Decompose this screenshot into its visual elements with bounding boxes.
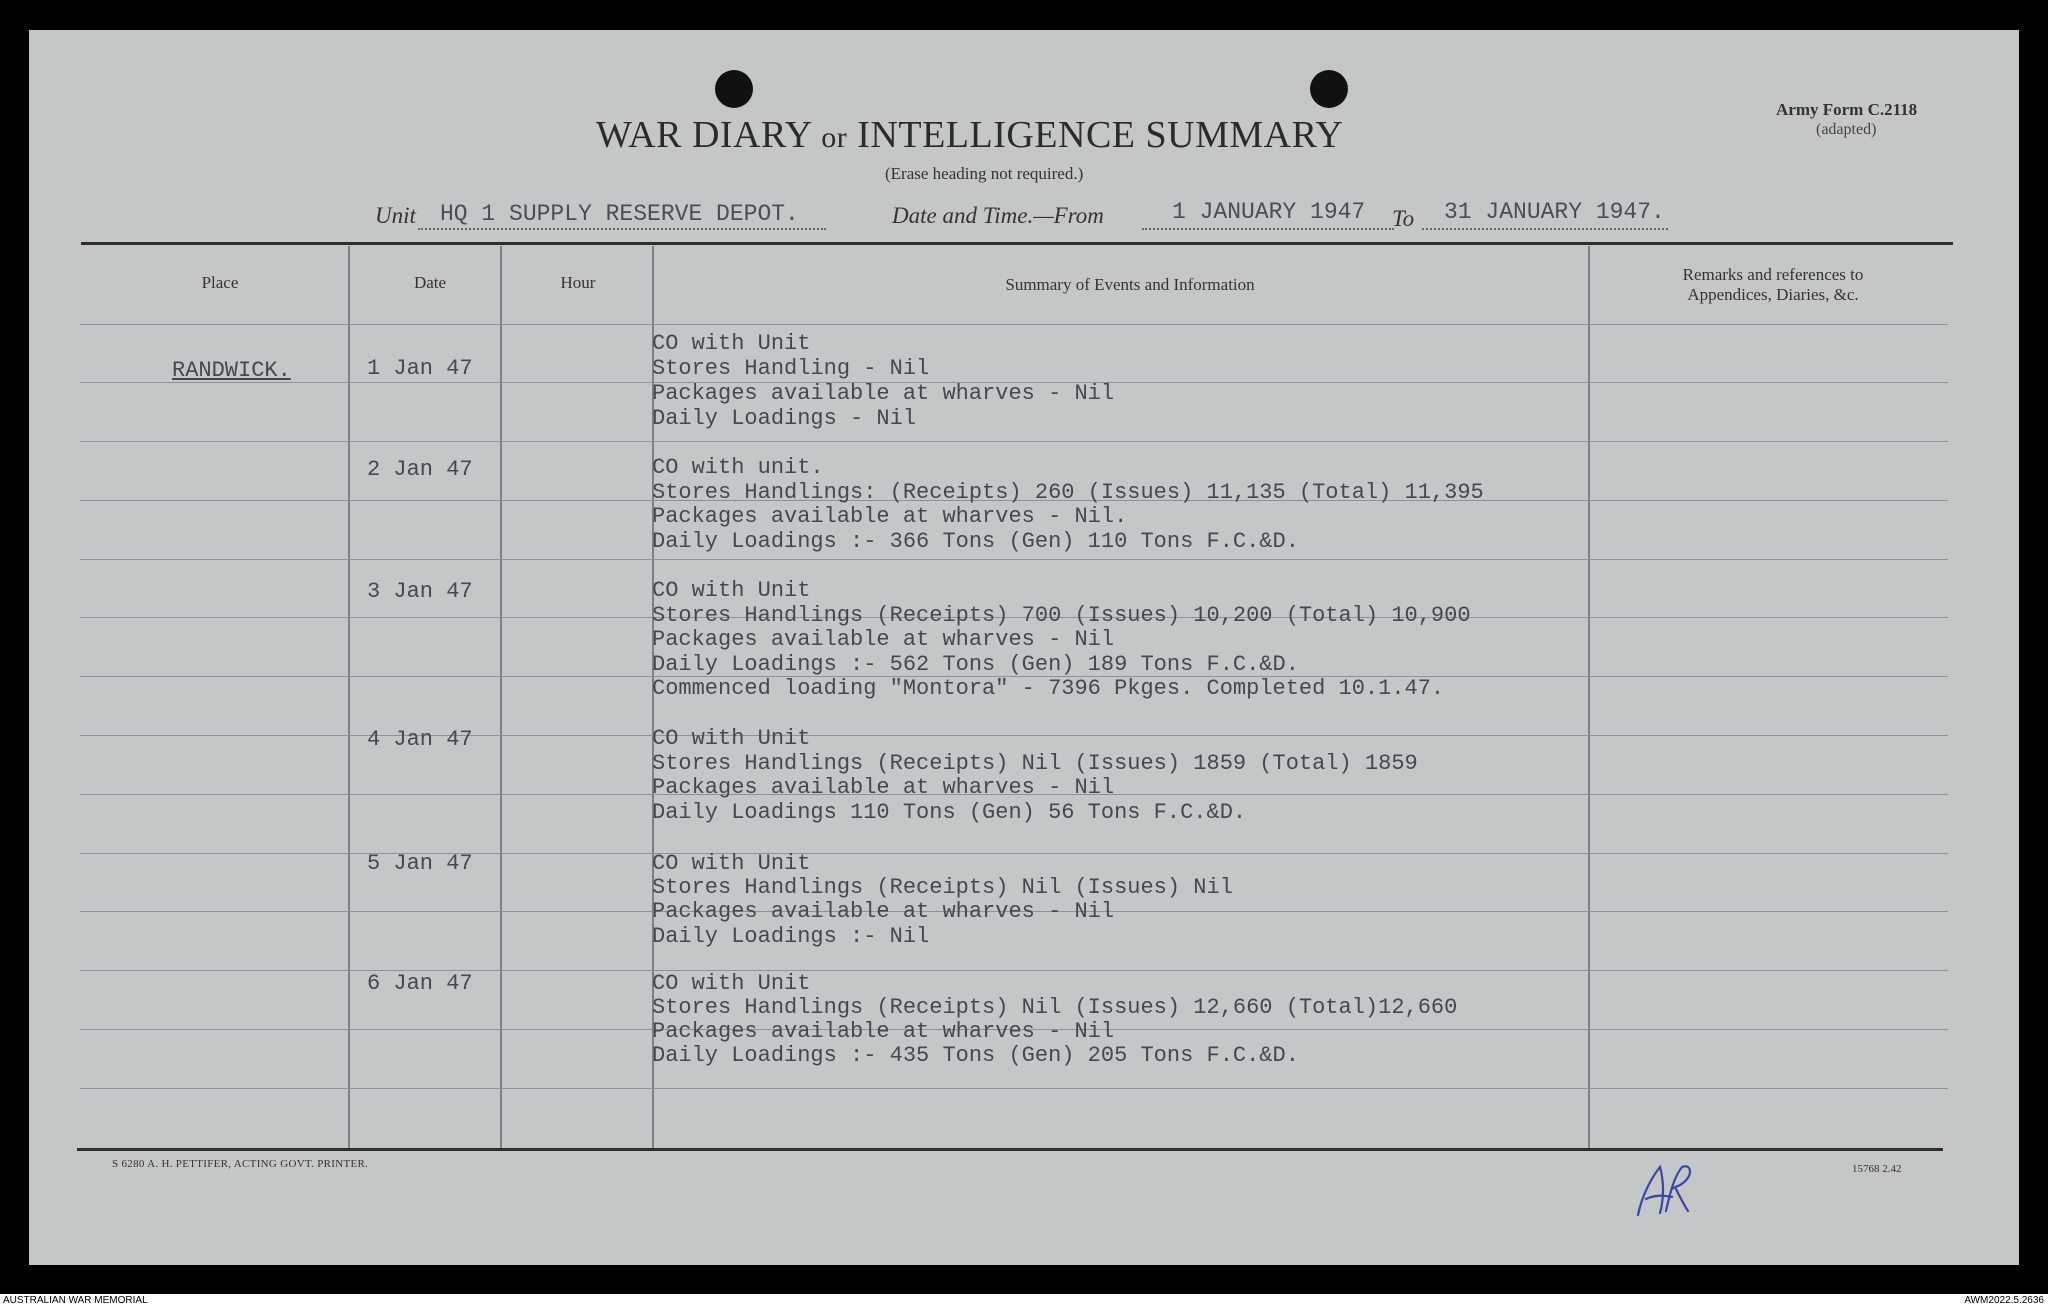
entry-date: 3 Jan 47 <box>367 579 473 604</box>
place-value: RANDWICK. <box>172 358 291 383</box>
entry-date: 4 Jan 47 <box>367 727 473 752</box>
unit-label: Unit <box>375 203 416 228</box>
entry-line: Daily Loadings 110 Tons (Gen) 56 Tons F.C.&D. <box>652 800 1247 825</box>
entry-line: Daily Loadings :- 562 Tons (Gen) 189 Tons F.C.&D. <box>652 652 1299 677</box>
page-title: WAR DIARY or INTELLIGENCE SUMMARY <box>596 114 1344 156</box>
army-form-adapted: (adapted) <box>1816 121 1877 138</box>
row-line <box>80 735 1948 736</box>
archive-caption-bar <box>0 1294 2048 1308</box>
column-header-remarks: Remarks and references to Appendices, Diaries, &c. <box>1682 265 1864 304</box>
entry-line: Daily Loadings :- Nil <box>652 924 930 949</box>
entry-date: 1 Jan 47 <box>367 356 473 381</box>
entry-line: Commenced loading "Montora" - 7396 Pkges. Completed 10.1.47. <box>652 676 1445 701</box>
entry-line: CO with Unit <box>652 578 811 603</box>
date-label: Date and Time.—From <box>892 203 1104 228</box>
from-dotted-line <box>1142 228 1394 230</box>
entry-line: Stores Handlings: (Receipts) 260 (Issues) 11,135 (Total) 11,395 <box>652 480 1484 505</box>
entry-date: 5 Jan 47 <box>367 851 473 876</box>
entry-line: CO with Unit <box>652 726 811 751</box>
archive-caption-right: AWM2022.5.2636 <box>1964 1295 2044 1306</box>
row-line <box>80 441 1948 442</box>
date-to-value: 31 JANUARY 1947. <box>1444 199 1665 225</box>
date-from-value: 1 JANUARY 1947 <box>1172 199 1366 225</box>
entry-line: Packages available at wharves - Nil. <box>652 504 1128 529</box>
entry-line: Daily Loadings - Nil <box>652 406 917 431</box>
archive-caption-left: AUSTRALIAN WAR MEMORIAL <box>3 1295 148 1306</box>
row-line <box>80 559 1948 560</box>
entry-date: 6 Jan 47 <box>367 971 473 996</box>
date-to-label: To <box>1392 206 1415 231</box>
entry-line: Stores Handlings (Receipts) Nil (Issues) 1859 (Total) 1859 <box>652 751 1418 776</box>
form-print-number: 15768 2.42 <box>1852 1163 1902 1175</box>
entry-line: Packages available at wharves - Nil <box>652 627 1115 652</box>
entry-line: Stores Handling - Nil <box>652 356 930 381</box>
entry-line: Packages available at wharves - Nil <box>652 1019 1115 1044</box>
entry-line: Packages available at wharves - Nil <box>652 381 1115 406</box>
column-header-date: Date <box>413 273 447 292</box>
printer-imprint: S 6280 A. H. PETTIFER, ACTING GOVT. PRINTER. <box>112 1158 369 1170</box>
entry-line: CO with Unit <box>652 331 811 356</box>
entry-line: Packages available at wharves - Nil <box>652 775 1115 800</box>
column-header-hour: Hour <box>560 273 596 292</box>
entry-line: Daily Loadings :- 366 Tons (Gen) 110 Tons F.C.&D. <box>652 529 1299 554</box>
footer-rule <box>77 1148 1943 1151</box>
row-line <box>80 1088 1948 1089</box>
header-bottom-line <box>80 324 1948 325</box>
entry-line: Packages available at wharves - Nil <box>652 899 1115 924</box>
column-header-place: Place <box>201 273 239 292</box>
header-rule <box>81 242 1953 245</box>
entry-line: CO with Unit <box>652 851 811 876</box>
entry-line: CO with Unit <box>652 971 811 996</box>
column-header-summary: Summary of Events and Information <box>1005 275 1255 294</box>
row-line <box>80 853 1948 854</box>
army-form-number: Army Form C.2118 <box>1776 100 1918 119</box>
unit-dotted-line <box>418 228 826 230</box>
punch-hole-right <box>1310 70 1348 108</box>
entry-date: 2 Jan 47 <box>367 457 473 482</box>
entry-line: Stores Handlings (Receipts) Nil (Issues) 12,660 (Total)12,660 <box>652 995 1458 1020</box>
entry-line: Stores Handlings (Receipts) Nil (Issues) Nil <box>652 875 1233 900</box>
handwritten-initials <box>1630 1155 1700 1225</box>
entry-line: Daily Loadings :- 435 Tons (Gen) 205 Tons F.C.&D. <box>652 1043 1299 1068</box>
to-dotted-line <box>1422 228 1668 230</box>
unit-value: HQ 1 SUPPLY RESERVE DEPOT. <box>440 201 799 227</box>
row-line <box>80 970 1948 971</box>
entry-line: CO with unit. <box>652 455 824 480</box>
entry-line: Stores Handlings (Receipts) 700 (Issues) 10,200 (Total) 10,900 <box>652 603 1471 628</box>
punch-hole-left <box>715 70 753 108</box>
page-subtitle: (Erase heading not required.) <box>885 164 1084 183</box>
